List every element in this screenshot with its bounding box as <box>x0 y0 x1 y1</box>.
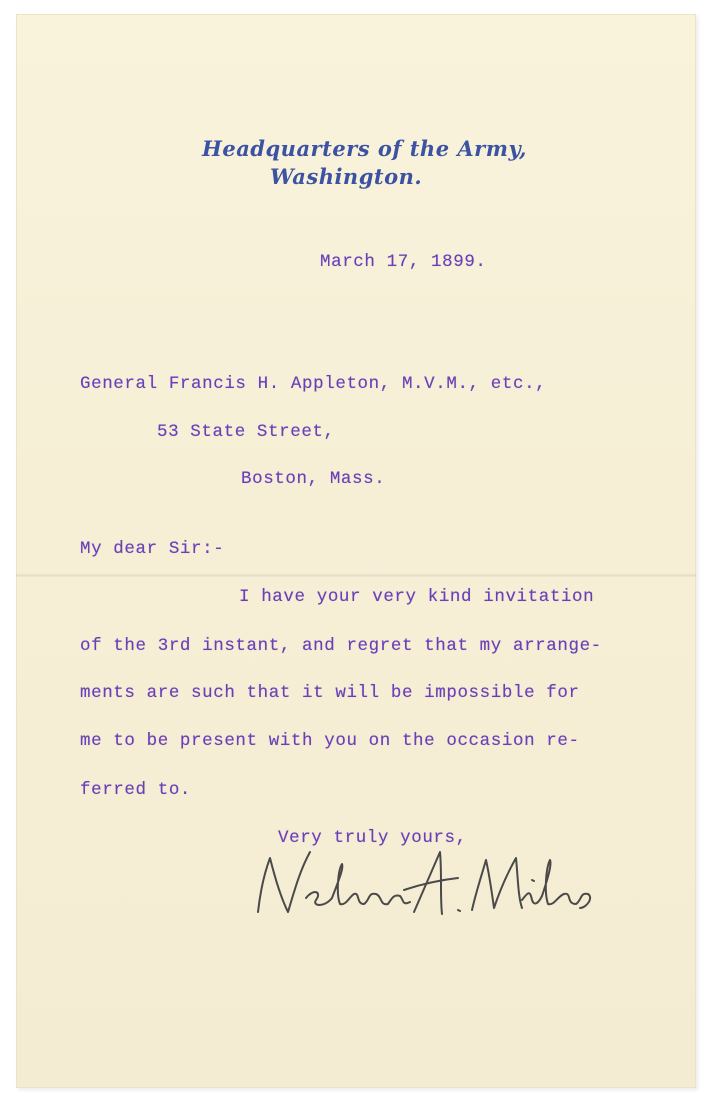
letterhead-line-1: Headquarters of the Army, <box>202 136 527 161</box>
body-line-5: ferred to. <box>80 780 192 800</box>
body-line-1: I have your very kind invitation <box>239 587 595 607</box>
letter-page <box>16 14 696 1088</box>
body-line-3: ments are such that it will be impossible for <box>80 683 580 703</box>
recipient-address-line-1: General Francis H. Appleton, M.V.M., etc., <box>80 374 547 394</box>
letterhead-line-2: Washington. <box>270 164 423 189</box>
salutation: My dear Sir:- <box>80 539 225 559</box>
body-line-4: me to be present with you on the occasion re- <box>80 731 580 751</box>
closing: Very truly yours, <box>278 828 467 848</box>
recipient-address-line-2: 53 State Street, <box>157 422 335 442</box>
body-line-2: of the 3rd instant, and regret that my arrange- <box>80 636 602 656</box>
paper-fold-crease <box>16 574 696 577</box>
handwritten-signature <box>236 834 606 934</box>
letter-date: March 17, 1899. <box>320 252 487 272</box>
recipient-address-line-3: Boston, Mass. <box>241 469 386 489</box>
